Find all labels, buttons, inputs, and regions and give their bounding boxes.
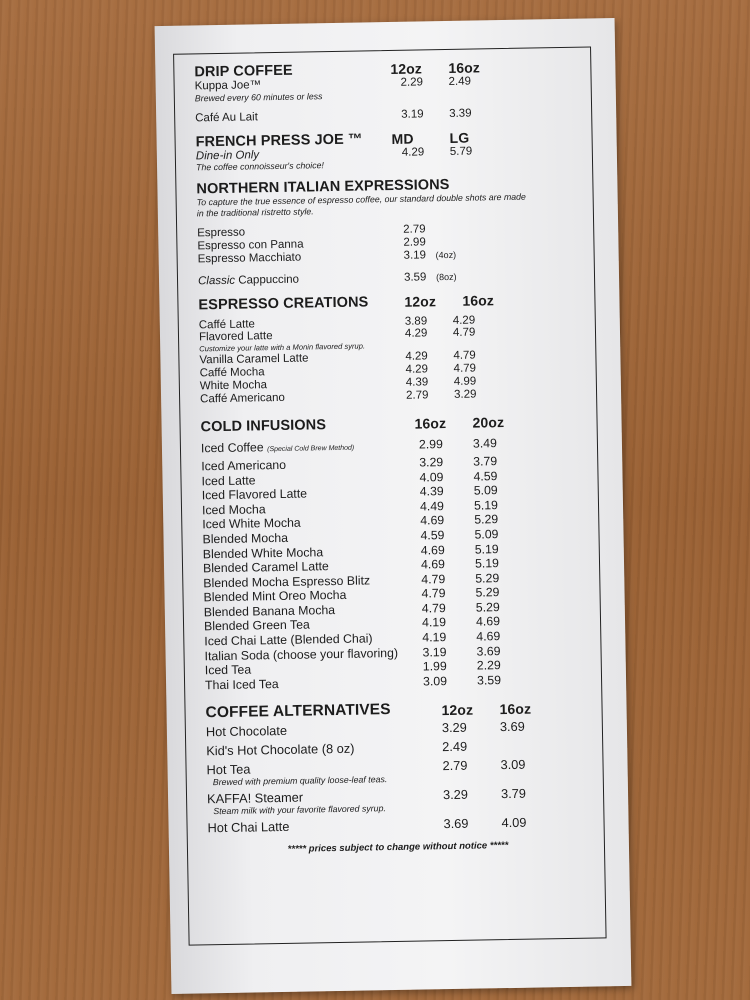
item-price: 4.69 bbox=[420, 513, 445, 528]
item-price: 2.49 bbox=[442, 739, 468, 755]
item-price: 4.59 bbox=[473, 468, 498, 484]
item-price: 4.49 bbox=[419, 498, 445, 514]
item-price: 2.29 bbox=[400, 76, 424, 89]
item-price: 3.69 bbox=[476, 643, 501, 659]
size-header: MD bbox=[391, 130, 414, 147]
section-french-press bbox=[195, 127, 576, 172]
item-name: Cappuccino bbox=[234, 273, 300, 287]
section-cold-infusions bbox=[200, 413, 585, 693]
section-title: COLD INFUSIONS bbox=[200, 417, 327, 436]
item-price: 4.19 bbox=[422, 630, 447, 645]
item-price: 5.09 bbox=[473, 483, 498, 498]
item-price: 4.79 bbox=[453, 362, 477, 375]
item-name: Blended Banana Mocha bbox=[203, 602, 336, 620]
size-header: 16oz bbox=[462, 291, 495, 309]
section-drip-coffee bbox=[194, 58, 575, 125]
item-price: 3.29 bbox=[453, 388, 477, 401]
item-price: 4.39 bbox=[419, 484, 444, 499]
size-header: 16oz bbox=[448, 59, 481, 76]
section-title: NORTHERN ITALIAN EXPRESSIONS bbox=[196, 177, 450, 198]
item-tag: (Special Cold Brew Method) bbox=[267, 445, 355, 454]
item-price: 3.89 bbox=[404, 314, 428, 328]
item-price: 5.29 bbox=[474, 512, 499, 527]
item-name: Vanilla Caramel Latte bbox=[199, 352, 309, 367]
section-description: To capture the true essence of espresso coffee, our standard double shots are made in the traditional ristretto style. bbox=[196, 192, 526, 219]
item-price: 5.19 bbox=[473, 497, 499, 513]
item-price: 5.29 bbox=[475, 570, 500, 586]
item-name: Caffé Americano bbox=[199, 391, 286, 405]
item-name: Iced Tea bbox=[204, 662, 252, 678]
item-price: 3.09 bbox=[500, 757, 526, 773]
item-name: Blended Mint Oreo Mocha bbox=[203, 588, 347, 605]
item-name: Kuppa Joe™ bbox=[194, 79, 262, 93]
item-name: Blended White Mocha bbox=[202, 544, 324, 561]
item-name: Hot Tea bbox=[206, 761, 251, 778]
item-price: 2.79 bbox=[442, 758, 468, 774]
item-price: 3.19 bbox=[401, 108, 424, 121]
item-price: 2.29 bbox=[476, 658, 501, 673]
item-note: Customize your latte with a Monin flavored syrup. bbox=[199, 341, 366, 354]
item-price: 4.79 bbox=[421, 571, 446, 587]
size-header: 12oz bbox=[441, 702, 474, 719]
item-price: 3.69 bbox=[443, 816, 469, 832]
item-price: 3.79 bbox=[473, 454, 498, 469]
size-header: LG bbox=[449, 129, 470, 146]
menu-sheet bbox=[155, 18, 632, 994]
item-price: 4.79 bbox=[453, 349, 476, 363]
item-name: Caffé Mocha bbox=[199, 366, 265, 380]
item-prefix: Classic bbox=[197, 274, 236, 288]
item-name: Kid's Hot Chocolate (8 oz) bbox=[206, 741, 355, 759]
item-price: 4.29 bbox=[452, 314, 476, 327]
item-price: 4.69 bbox=[475, 614, 501, 630]
section-title: DRIP COFFEE bbox=[194, 62, 293, 81]
item-price: 1.99 bbox=[422, 659, 447, 674]
item-price: 3.79 bbox=[500, 786, 527, 802]
item-price: 4.79 bbox=[452, 326, 476, 340]
item-size: (4oz) bbox=[435, 249, 457, 261]
item-name: Thai Iced Tea bbox=[204, 676, 279, 693]
item-price: 3.19 bbox=[403, 249, 427, 262]
size-header: 16oz bbox=[499, 701, 532, 718]
item-note: The coffee connoisseur's choice! bbox=[195, 160, 324, 173]
menu-item bbox=[207, 814, 587, 836]
item-price: 4.69 bbox=[420, 557, 446, 572]
item-price: 5.19 bbox=[474, 541, 499, 557]
item-note: Brewed every 60 minutes or less bbox=[194, 90, 323, 104]
item-name: Espresso Macchiato bbox=[197, 251, 302, 266]
item-price: 5.09 bbox=[474, 527, 499, 542]
item-name: Iced Coffee bbox=[200, 440, 264, 456]
item-name: Iced Flavored Latte bbox=[201, 486, 308, 503]
item-name: KAFFA! Steamer bbox=[206, 790, 304, 807]
section-espresso-creations bbox=[198, 290, 580, 405]
item-price: 4.19 bbox=[421, 615, 447, 630]
size-header: 20oz bbox=[472, 414, 505, 431]
item-note: Brewed with premium quality loose-leaf teas. bbox=[212, 774, 388, 788]
section-title: FRENCH PRESS JOE ™ bbox=[195, 131, 363, 150]
item-price: 2.49 bbox=[448, 75, 472, 88]
item-price: 3.59 bbox=[476, 673, 502, 688]
menu-border bbox=[173, 46, 607, 945]
item-name: Café Au Lait bbox=[195, 111, 258, 125]
section-title: COFFEE ALTERNATIVES bbox=[205, 701, 391, 722]
item-name: Iced White Mocha bbox=[202, 515, 301, 532]
item-price: 3.09 bbox=[422, 673, 448, 689]
item-price: 4.79 bbox=[421, 600, 446, 616]
item-price bbox=[500, 738, 560, 754]
price-disclaimer: ***** prices subject to change without notice ***** bbox=[287, 840, 509, 856]
menu-content bbox=[194, 58, 588, 857]
item-price: 3.29 bbox=[442, 787, 469, 803]
menu-item bbox=[206, 737, 586, 759]
section-title: ESPRESSO CREATIONS bbox=[198, 293, 369, 313]
item-price: 4.29 bbox=[405, 363, 429, 376]
item-price: 4.59 bbox=[420, 528, 445, 543]
item-price: 5.29 bbox=[475, 585, 500, 600]
item-name: Blended Green Tea bbox=[203, 617, 310, 634]
size-header: 12oz bbox=[390, 60, 423, 77]
item-name: Italian Soda (choose your flavoring) bbox=[204, 645, 399, 663]
item-name: Iced Latte bbox=[201, 472, 256, 488]
item-price: 3.29 bbox=[419, 455, 444, 470]
item-name: Caffé Latte bbox=[198, 317, 255, 331]
item-size: (8oz) bbox=[435, 271, 457, 282]
size-header: 16oz bbox=[414, 415, 447, 432]
item-price: 3.49 bbox=[472, 436, 497, 451]
item-name: Iced Americano bbox=[201, 457, 287, 474]
item-name: Hot Chocolate bbox=[205, 723, 288, 740]
item-price: 3.59 bbox=[403, 271, 427, 284]
item-name: Espresso con Panna bbox=[197, 238, 304, 253]
item-price: 4.29 bbox=[404, 327, 428, 341]
item-name: Hot Chai Latte bbox=[207, 819, 290, 836]
item-price: 5.29 bbox=[475, 600, 500, 615]
item-price: 2.79 bbox=[405, 388, 429, 402]
item-price: 2.79 bbox=[403, 223, 426, 237]
item-price: 3.39 bbox=[449, 107, 472, 120]
item-price: 3.69 bbox=[499, 719, 525, 735]
item-name: Iced Chai Latte (Blended Chai) bbox=[204, 631, 373, 649]
item-name: Blended Mocha Espresso Blitz bbox=[203, 573, 371, 591]
item-price: 4.69 bbox=[476, 629, 501, 644]
item-price: 3.19 bbox=[422, 644, 447, 660]
item-name: Iced Mocha bbox=[201, 501, 266, 518]
item-price: 4.29 bbox=[401, 145, 425, 159]
item-price: 4.09 bbox=[501, 815, 527, 831]
item-price: 5.19 bbox=[474, 556, 500, 571]
item-price: 4.29 bbox=[405, 350, 428, 363]
item-price: 2.99 bbox=[403, 236, 426, 249]
item-price: 3.29 bbox=[441, 720, 467, 736]
section-northern-italian bbox=[196, 175, 578, 288]
item-price: 2.99 bbox=[418, 437, 443, 452]
item-name: Blended Caramel Latte bbox=[202, 559, 329, 576]
item-price: 4.39 bbox=[405, 376, 429, 389]
item-name: White Mocha bbox=[199, 378, 268, 393]
size-header: 12oz bbox=[404, 292, 437, 310]
item-price: 4.99 bbox=[453, 375, 477, 388]
item-price: 5.79 bbox=[449, 145, 473, 158]
item-name: Dine-in Only bbox=[195, 148, 260, 162]
item-name: Blended Mocha bbox=[202, 530, 289, 547]
item-price: 4.69 bbox=[420, 542, 445, 558]
item-price: 4.79 bbox=[421, 586, 446, 601]
item-name: Flavored Latte bbox=[198, 330, 273, 344]
item-note: Steam milk with your favorite flavored syrup. bbox=[213, 803, 386, 817]
item-name: Espresso bbox=[197, 226, 246, 240]
section-coffee-alternatives bbox=[205, 698, 587, 836]
item-price: 4.09 bbox=[419, 469, 444, 485]
